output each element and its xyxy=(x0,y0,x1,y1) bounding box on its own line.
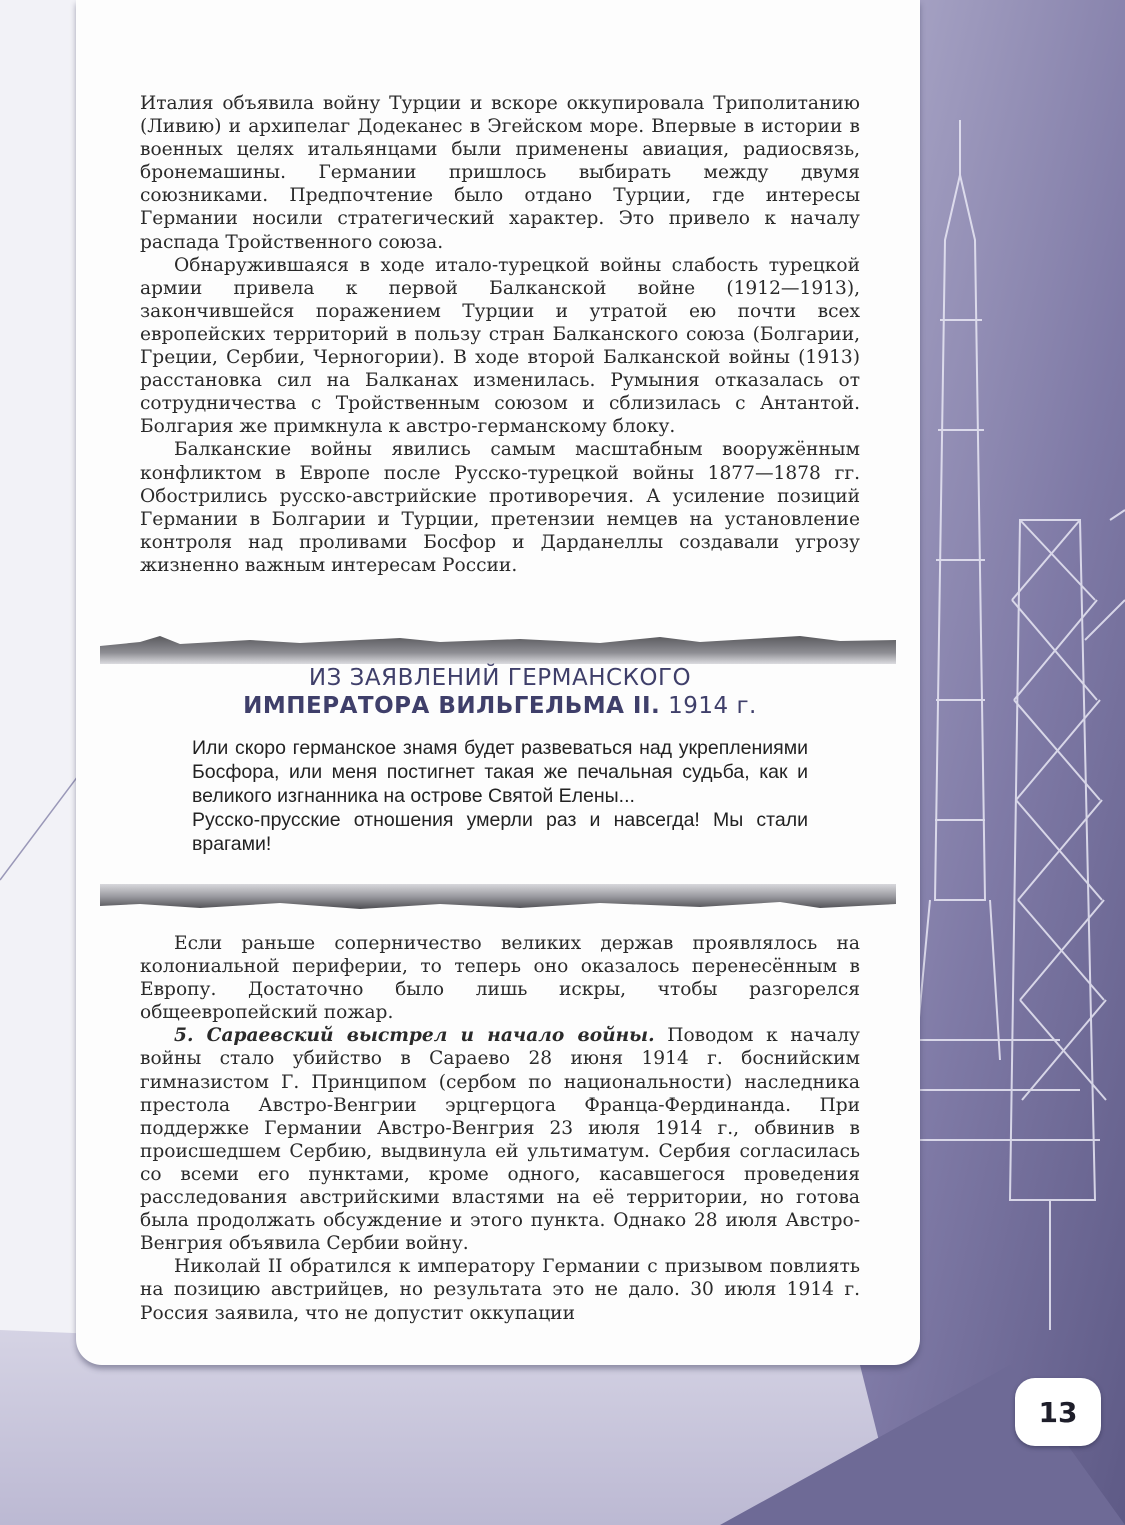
quote-box-title-year: 1914 г. xyxy=(668,693,757,719)
paragraph-text: Поводом к началу войны стало убийство в Сараево 28 июня 1914 г. боснийским гимназистом Г. Принципом (сербом по национальности) наследника престола Австро-Венгрии эрцгерцога Франца-Фердинанда. При поддержке Германии Австро-Венгрия 23 июля 1914 г., обвинив в происшедшем Сербию, выдвинула ей ультиматум. Сербия согласилась со всеми его пунктами, кроме одного, касавшегося проведения расследования австрийскими властями на её территории, но готова была продолжать обсуждение и этого пункта. Однако 28 июля Австро-Венгрия объявила Сербии войну. xyxy=(140,1025,860,1255)
paragraph: Италия объявила войну Турции и вскоре оккупировала Триполитанию (Ливию) и архипелаг Додеканес в Эгейском море. Впервые в истории в военных целях итальянцами были применены авиация, радиосвязь, бронемашины. Германии пришлось выбирать между двумя союзниками. Предпочтение было отдано Турции, где интересы Германии носили стратегический характер. Это привело к началу распада Тройственного союза. xyxy=(140,93,860,253)
quote-box-bottom-border xyxy=(100,884,896,912)
quote-box-title-line1: ИЗ ЗАЯВЛЕНИЙ ГЕРМАНСКОГО xyxy=(308,665,692,691)
paragraph: Балканские войны явились самым масштабным вооружённым конфликтом в Европе после Русско-турецкой войны 1877—1878 гг. Обострились русско-австрийские противоречия. А усиление позиций Германии в Болгарии и Турции, претензии немцев на установление контроля над проливами Босфор и Дарданеллы создавали угрозу жизненно важным интересам России. xyxy=(140,439,860,576)
quote-box-title xyxy=(190,664,810,720)
quote-box-top-border xyxy=(100,634,896,664)
quote-box-title-line2: ИМПЕРАТОРА ВИЛЬГЕЛЬМА II. xyxy=(243,693,661,719)
quote-paragraph: Или скоро германское знамя будет развеваться над укреплениями Босфора, или меня постигнет такая же печальная судьба, как и великого изгнанника на острове Святой Елены... xyxy=(192,737,808,807)
section-heading: 5. Сараевский выстрел и начало войны. xyxy=(174,1025,655,1047)
quote-paragraph: Русско-прусские отношения умерли раз и навсегда! Мы стали врагами! xyxy=(192,809,808,855)
quote-text xyxy=(192,736,808,856)
paragraph: Обнаружившаяся в ходе итало-турецкой войны слабость турецкой армии привела к первой Балканской войне (1912—1913), закончившейся поражением Турции и утратой ею почти всех европейских территорий в пользу стран Балканского союза (Болгарии, Греции, Сербии, Черногории). В ходе второй Балканской войны (1913) расстановка сил на Балканах изменилась. Румыния отказалась от сотрудничества с Тройственным союзом и сблизилась с Антантой. Болгария же примкнула к австро-германскому блоку. xyxy=(140,254,860,438)
body-text-bottom xyxy=(140,932,860,1325)
paragraph: Если раньше соперничество великих держав проявлялось на колониальной периферии, то теперь оно оказалось перенесённым в Европу. Достаточно было лишь искры, чтобы разгорелся общеевропейский пожар. xyxy=(140,933,860,1024)
paragraph-with-heading xyxy=(140,1024,860,1255)
paragraph: Николай II обратился к императору Германии с призывом повлиять на позицию австрийцев, но результата это не дало. 30 июля 1914 г. Россия заявила, что не допустит оккупации xyxy=(140,1256,860,1324)
body-text-top xyxy=(140,92,860,577)
page-number: 13 xyxy=(1015,1378,1101,1446)
